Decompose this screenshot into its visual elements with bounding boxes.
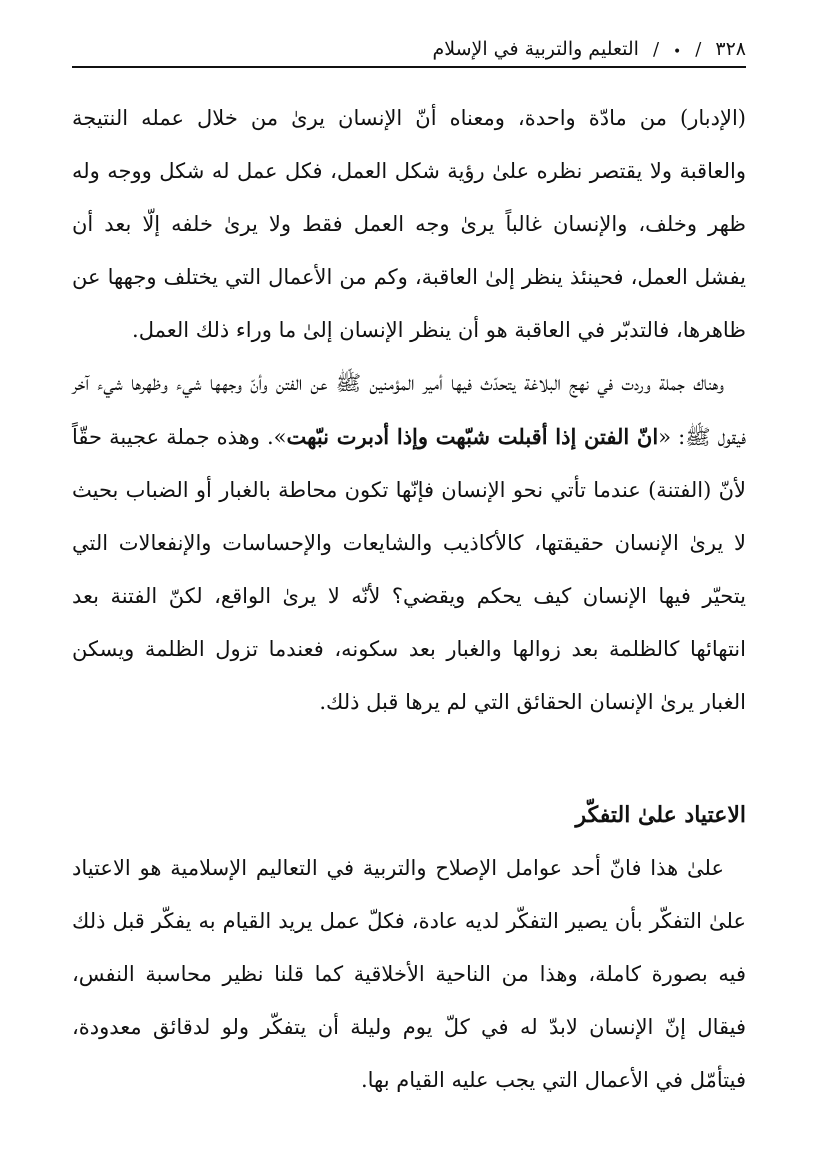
running-header xyxy=(72,24,746,68)
book-title: التعليم والتربية في الإسلام xyxy=(432,38,639,60)
section-heading: الاعتياد علىٰ التفكّر xyxy=(575,802,746,828)
paragraph-text: وهناك جملة وردت في نهج البلاغة يتحدّث فيها أمير المؤمنين ﷺ عن الفتن وأنّ وجهها شيء وظهرها شيء آخر فيقول ﷺ: « xyxy=(72,371,747,449)
paragraph xyxy=(72,357,746,729)
header-separator: / xyxy=(695,39,702,60)
paragraph: علىٰ هذا فانّ أحد عوامل الإصلاح والتربية في التعاليم الإسلامية هو الاعتياد علىٰ التفكّر بأن يصير التفكّر لديه عادة، فكلّ عمل يريد القيام به يفكّر قبل ذلك فيه بصورة كاملة، وهذا من الناحية الأخلاقية كما قلنا نظير محاسبة النفس، فيقال إنّ الإنسان لابدّ له في كلّ يوم وليلة أن يتفكّر ولو لدقائق معدودة، فيتأمّل في الأعمال التي يجب عليه القيام بها. xyxy=(72,856,746,1092)
body-text xyxy=(72,92,746,1107)
header-ornament: • xyxy=(673,44,682,60)
header-separator: / xyxy=(652,39,660,60)
hadith-quote: انّ الفتن إذا أقبلت شبّهت وإذا أدبرت نبّهت xyxy=(286,424,659,449)
paragraph: (الإدبار) من مادّة واحدة، ومعناه أنّ الإنسان يرىٰ من خلال عمله النتيجة والعاقبة ولا يقتصر نظره علىٰ رؤية شكل العمل، فكل عمل له شكل ووجه وله ظهر وخلف، والإنسان غالباً يرىٰ وجه العمل فقط ولا يرىٰ خلفه إلّا بعد أن يفشل العمل، فحينئذ ينظر إلىٰ العاقبة، وكم من الأعمال التي يختلف وجهها عن ظاهرها، فالتدبّر في العاقبة هو أن ينظر الإنسان إلىٰ ما وراء ذلك العمل. xyxy=(72,106,746,342)
paragraph-text: ». وهذه جملة عجيبة حقّاً لأنّ (الفتنة) عندما تأتي نحو الإنسان فإنّها تكون محاطة بالغبار أو الضباب بحيث لا يرىٰ الإنسان حقيقتها، كالأكاذيب والشايعات والإحساسات والإنفعالات التي يتحيّر فيها الإنسان كيف يحكم ويقضي؟ لأنّه لا يرىٰ الواقع، لكنّ الفتنة بعد انتهائها كالظلمة بعد زوالها والغبار بعد سكونه، فعندما تزول الظلمة ويسكن الغبار يرىٰ الإنسان الحقائق التي لم يرها قبل ذلك. xyxy=(72,425,746,714)
page-number: ٣٢٨ xyxy=(715,38,746,60)
